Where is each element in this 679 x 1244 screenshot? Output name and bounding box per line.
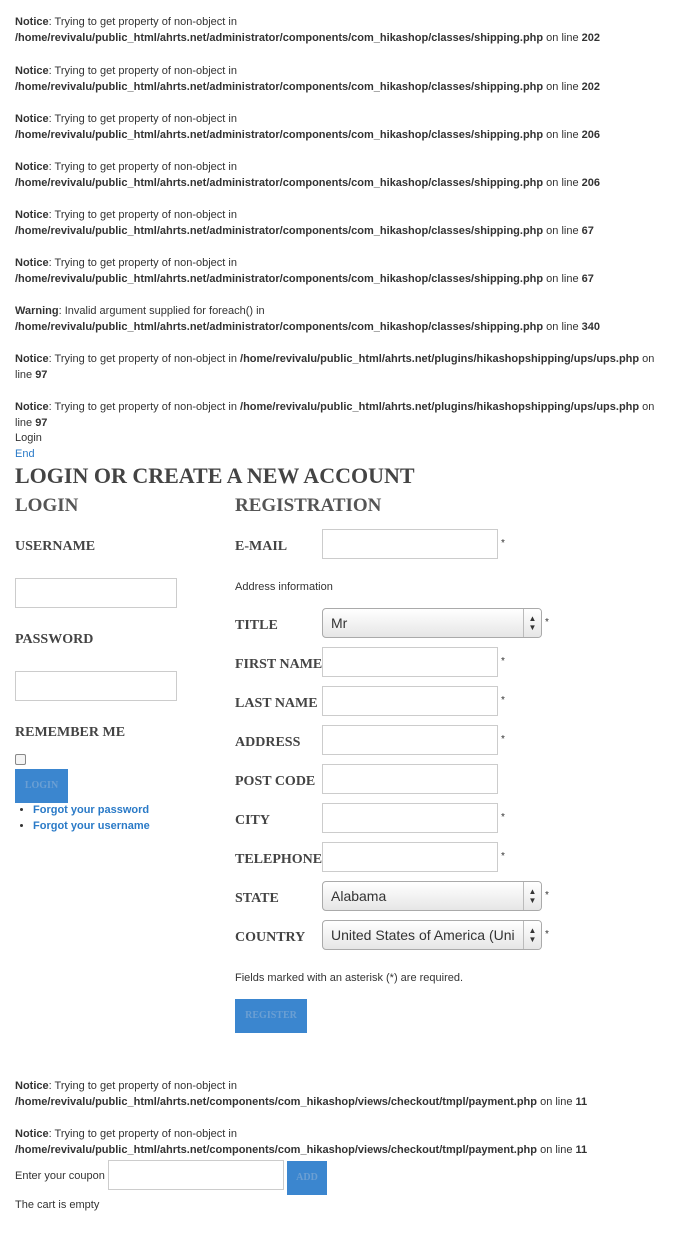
email-label: E-MAIL (235, 539, 288, 554)
php-notice: Notice: Trying to get property of non-object in /home/revivalu/public_html/ahrts.net/plugins/hikashopshipping/ups/ups.php on line 97 (15, 401, 655, 429)
post-code-input[interactable] (322, 764, 498, 794)
forgot-password-link[interactable]: Forgot your password (33, 804, 150, 816)
php-notice: Notice: Trying to get property of non-object in /home/revivalu/public_html/ahrts.net/administrator/components/com_hikashop/classes/shipping.php on line 206 (15, 161, 601, 189)
php-warning: Warning: Invalid argument supplied for foreach() in /home/revivalu/public_html/ahrts.net/administrator/components/com_hikashop/classes/shipping.php on line 340 (15, 305, 601, 333)
state-select[interactable] (322, 881, 542, 911)
address-label: ADDRESS (235, 735, 301, 750)
address-info-text: Address information (235, 581, 333, 593)
state-select-value: Alabama (331, 888, 387, 904)
first-name-label: FIRST NAME (235, 657, 323, 672)
registration-heading: REGISTRATION (235, 495, 382, 516)
php-notice: Notice: Trying to get property of non-object in /home/revivalu/public_html/ahrts.net/plugins/hikashopshipping/ups/ups.php on line 97 (15, 353, 655, 381)
last-name-label: LAST NAME (235, 696, 318, 711)
country-select[interactable] (322, 920, 542, 950)
country-select-value: United States of America (Uni (331, 927, 515, 943)
last-name-input[interactable] (322, 686, 498, 716)
username-input[interactable] (15, 578, 177, 608)
php-notice: Notice: Trying to get property of non-object in /home/revivalu/public_html/ahrts.net/administrator/components/com_hikashop/classes/shipping.php on line 67 (15, 257, 594, 285)
title-label: TITLE (235, 618, 278, 633)
login-heading: LOGIN (15, 495, 79, 516)
list-item (33, 802, 150, 818)
city-label: CITY (235, 813, 271, 828)
select-arrows-icon: ▲ ▼ (523, 609, 541, 637)
required-asterisk: * (545, 617, 549, 628)
php-notice: Notice: Trying to get property of non-object in /home/revivalu/public_html/ahrts.net/administrator/components/com_hikashop/classes/shipping.php on line 67 (15, 209, 594, 237)
required-asterisk: * (501, 812, 505, 823)
title-select-value: Mr (331, 615, 348, 631)
remember-me-label: REMEMBER ME (15, 725, 126, 740)
required-asterisk: * (501, 695, 505, 706)
required-asterisk: * (545, 929, 549, 940)
state-label: STATE (235, 891, 279, 906)
required-asterisk: * (501, 656, 505, 667)
password-label: PASSWORD (15, 632, 94, 647)
password-input[interactable] (15, 671, 177, 701)
required-asterisk: * (501, 538, 505, 549)
php-notice: Notice: Trying to get property of non-object in /home/revivalu/public_html/ahrts.net/components/com_hikashop/views/checkout/tmpl/payment.php on line 11 (15, 1128, 588, 1156)
page-title: LOGIN OR CREATE A NEW ACCOUNT (15, 463, 415, 488)
address-input[interactable] (322, 725, 498, 755)
login-text: Login (15, 432, 42, 444)
end-link[interactable]: End (15, 448, 35, 460)
telephone-input[interactable] (322, 842, 498, 872)
php-notice: Notice: Trying to get property of non-object in /home/revivalu/public_html/ahrts.net/administrator/components/com_hikashop/classes/shipping.php on line 202 (15, 16, 601, 44)
required-asterisk: * (501, 851, 505, 862)
add-coupon-button[interactable]: ADD (287, 1161, 327, 1195)
required-asterisk: * (501, 734, 505, 745)
city-input[interactable] (322, 803, 498, 833)
required-asterisk: * (545, 890, 549, 901)
coupon-label: Enter your coupon (15, 1170, 105, 1182)
username-label: USERNAME (15, 539, 96, 554)
country-label: COUNTRY (235, 930, 306, 945)
cart-empty-text: The cart is empty (15, 1199, 100, 1211)
telephone-label: TELEPHONE (235, 852, 323, 867)
login-links (15, 802, 150, 834)
coupon-input[interactable] (108, 1160, 284, 1190)
php-notice: Notice: Trying to get property of non-object in /home/revivalu/public_html/ahrts.net/administrator/components/com_hikashop/classes/shipping.php on line 206 (15, 113, 601, 141)
title-select[interactable] (322, 608, 542, 638)
email-input[interactable] (322, 529, 498, 559)
login-button[interactable]: LOGIN (15, 769, 68, 803)
php-notice: Notice: Trying to get property of non-object in /home/revivalu/public_html/ahrts.net/components/com_hikashop/views/checkout/tmpl/payment.php on line 11 (15, 1080, 588, 1108)
register-button[interactable]: REGISTER (235, 999, 307, 1033)
first-name-input[interactable] (322, 647, 498, 677)
php-notice: Notice: Trying to get property of non-object in /home/revivalu/public_html/ahrts.net/administrator/components/com_hikashop/classes/shipping.php on line 202 (15, 65, 601, 93)
forgot-username-link[interactable]: Forgot your username (33, 820, 150, 832)
remember-me-checkbox[interactable] (15, 754, 26, 765)
select-arrows-icon: ▲ ▼ (523, 921, 541, 949)
required-fields-note: Fields marked with an asterisk (*) are required. (235, 972, 464, 984)
post-code-label: POST CODE (235, 774, 316, 789)
list-item (33, 818, 150, 834)
select-arrows-icon: ▲ ▼ (523, 882, 541, 910)
